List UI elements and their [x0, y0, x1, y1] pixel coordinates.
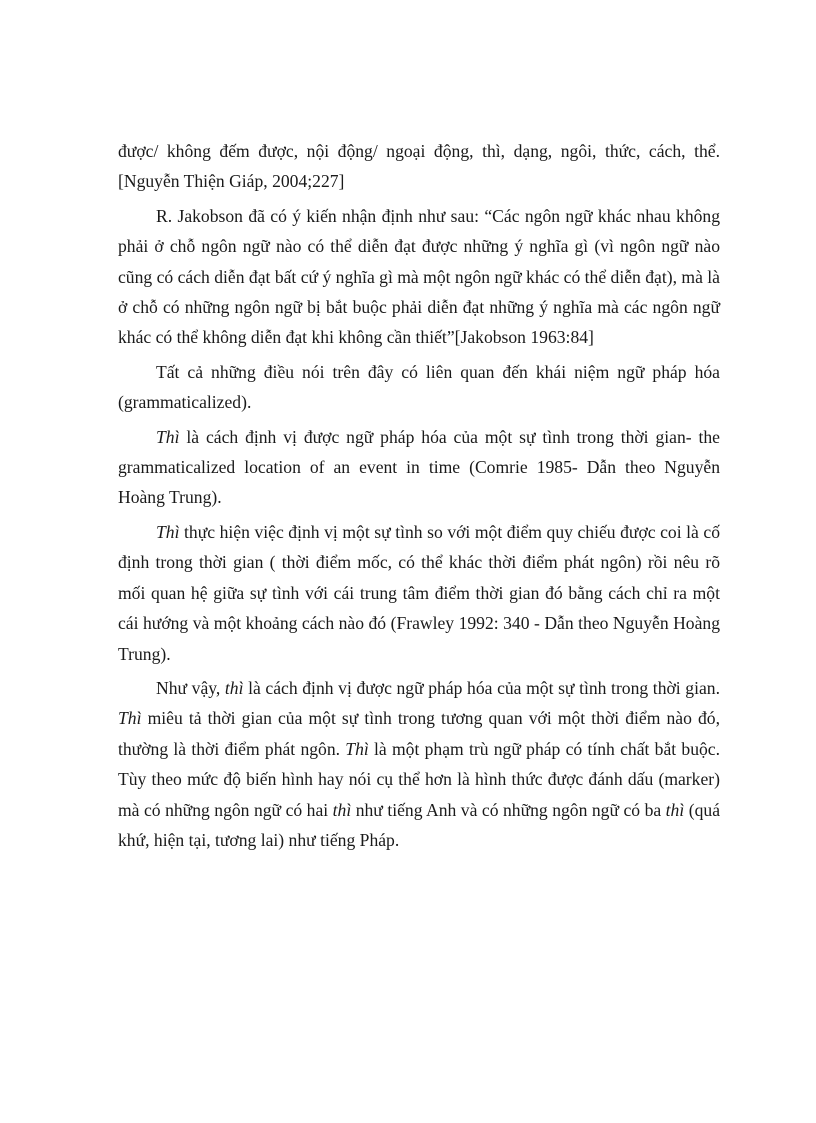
- italic-term: Thì: [345, 738, 369, 759]
- text-segment: là cách định vị được ngữ pháp hóa của một sự tình trong thời gian- the grammaticalized location of an event in time (Comrie 1985- Dẫn theo Nguyễn Hoàng Trung).: [118, 426, 720, 508]
- text-segment: được/ không đếm được, nội động/ ngoại động, thì, dạng, ngôi, thức, cách, thể. [Nguyễn Thiện Giáp, 2004;227]: [118, 141, 720, 192]
- italic-term: Thì: [118, 708, 142, 729]
- italic-term: Thì: [156, 521, 180, 542]
- italic-term: Thì: [156, 426, 180, 447]
- italic-term: thì: [665, 799, 685, 820]
- text-segment: là một phạm trù ngữ pháp có tính chất bắt buộc. Tùy theo mức độ biến hình hay nói cụ thể hơn là hình thức được đánh dấu (marker) mà có những ngôn ngữ có hai: [118, 738, 721, 820]
- text-segment: thực hiện việc định vị một sự tình so với một điểm quy chiếu được coi là cố định trong thời gian ( thời điểm mốc, có thể khác thời điểm phát ngôn) rồi nêu rõ mối quan hệ giữa sự tình với cái trung tâm điểm thời gian đó bằng cách chỉ ra một cái hướng và một khoảng cách nào đó (Frawley 1992: 340 - Dẫn theo Nguyễn Hoàng Trung).: [118, 521, 720, 664]
- paragraph-comrie-definition: [118, 422, 720, 513]
- paragraph-jakobson-quote: [118, 201, 720, 353]
- text-segment: miêu tả thời gian của một sự tình trong tương quan với một thời điểm nào đó, thường là thời điểm phát ngôn.: [118, 708, 720, 759]
- paragraph-grammaticalized: [118, 357, 720, 418]
- italic-term: thì: [224, 677, 244, 698]
- italic-term: thì: [332, 799, 352, 820]
- text-segment: (quá khứ, hiện tại, tương lai) như tiếng Pháp.: [118, 799, 720, 850]
- paragraph-conclusion: [118, 673, 720, 855]
- document-body: [118, 136, 720, 859]
- text-segment: Như vậy,: [156, 677, 225, 698]
- text-segment: như tiếng Anh và có những ngôn ngữ có ba: [351, 799, 666, 820]
- text-segment: Tất cả những điều nói trên đây có liên quan đến khái niệm ngữ pháp hóa (grammaticalized).: [118, 361, 720, 413]
- text-segment: là cách định vị được ngữ pháp hóa của một sự tình trong thời gian.: [243, 677, 720, 698]
- paragraph-frawley-definition: [118, 517, 720, 669]
- paragraph-continuation: [118, 136, 720, 197]
- text-segment: R. Jakobson đã có ý kiến nhận định như sau: “Các ngôn ngữ khác nhau không phải ở chỗ ngôn ngữ nào có thể diễn đạt được những ý nghĩa gì (vì ngôn ngữ nào cũng có cách diễn đạt bất cứ ý nghĩa gì mà một ngôn ngữ khác có thể diễn đạt), mà là ở chỗ có những ngôn ngữ bị bắt buộc phải diễn đạt những ý nghĩa mà các ngôn ngữ khác có thể không diễn đạt khi không cần thiết”[Jakobson 1963:84]: [118, 205, 720, 348]
